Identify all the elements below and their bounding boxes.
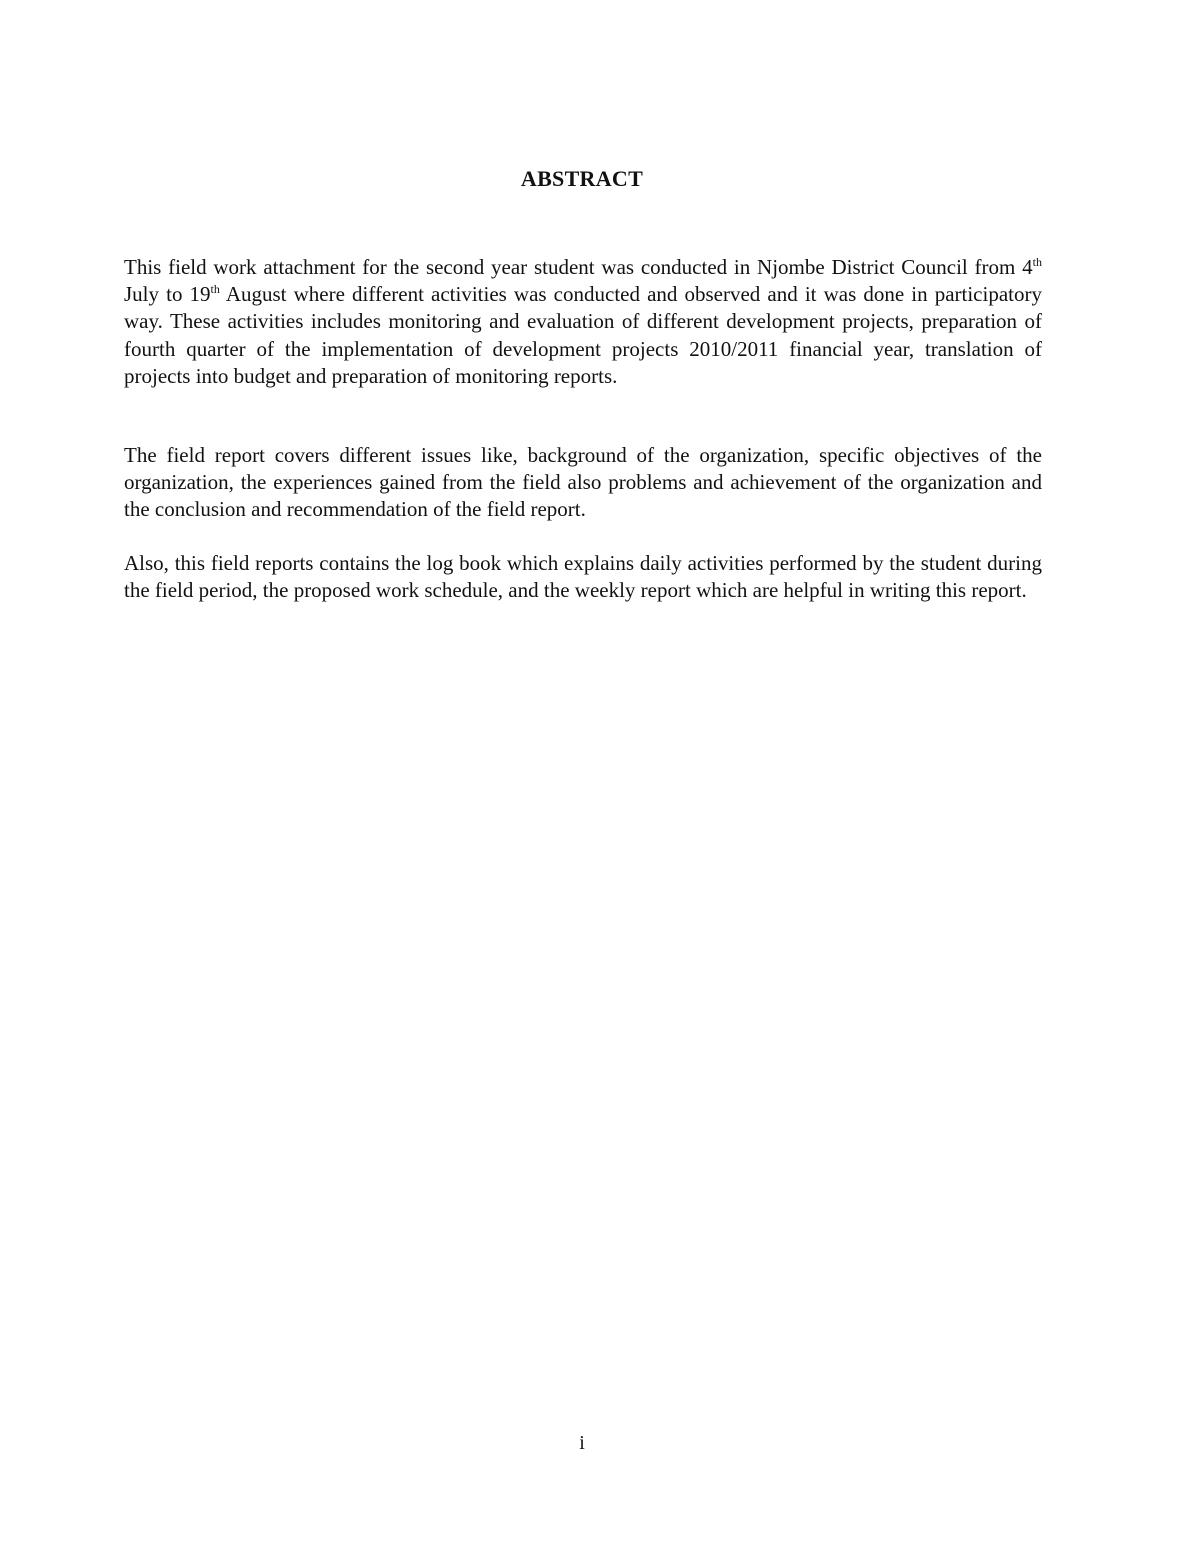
abstract-paragraph-2: The field report covers different issues like, background of the organization, specific objectives of the organization, the experiences gained from the field also problems and achievement of the organization and the conclusion and recommendation of the field report. [124, 443, 1042, 522]
ordinal-suffix-1: th [1032, 255, 1042, 269]
abstract-paragraph-1 [124, 254, 1042, 390]
page-number: i [579, 1432, 585, 1454]
paragraph-1-text-part-3: August where different activities was conducted and observed and it was done in participatory way. These activities includes monitoring and evaluation of different development projects, preparation of fourth quarter of the implementation of development projects 2010/2011 financial year, translation of projects into budget and preparation of monitoring reports. [124, 282, 1042, 388]
abstract-heading: ABSTRACT [520, 166, 644, 191]
abstract-paragraph-3: Also, this field reports contains the log book which explains daily activities performed by the student during the field period, the proposed work schedule, and the weekly report which are helpful in writing this report. [124, 551, 1042, 603]
paragraph-1-text-part-1: This field work attachment for the second year student was conducted in Njombe District Council from 4 [124, 255, 1033, 279]
paragraph-1-text-part-2: July to 19 [124, 282, 211, 307]
ordinal-suffix-2: th [210, 282, 220, 297]
